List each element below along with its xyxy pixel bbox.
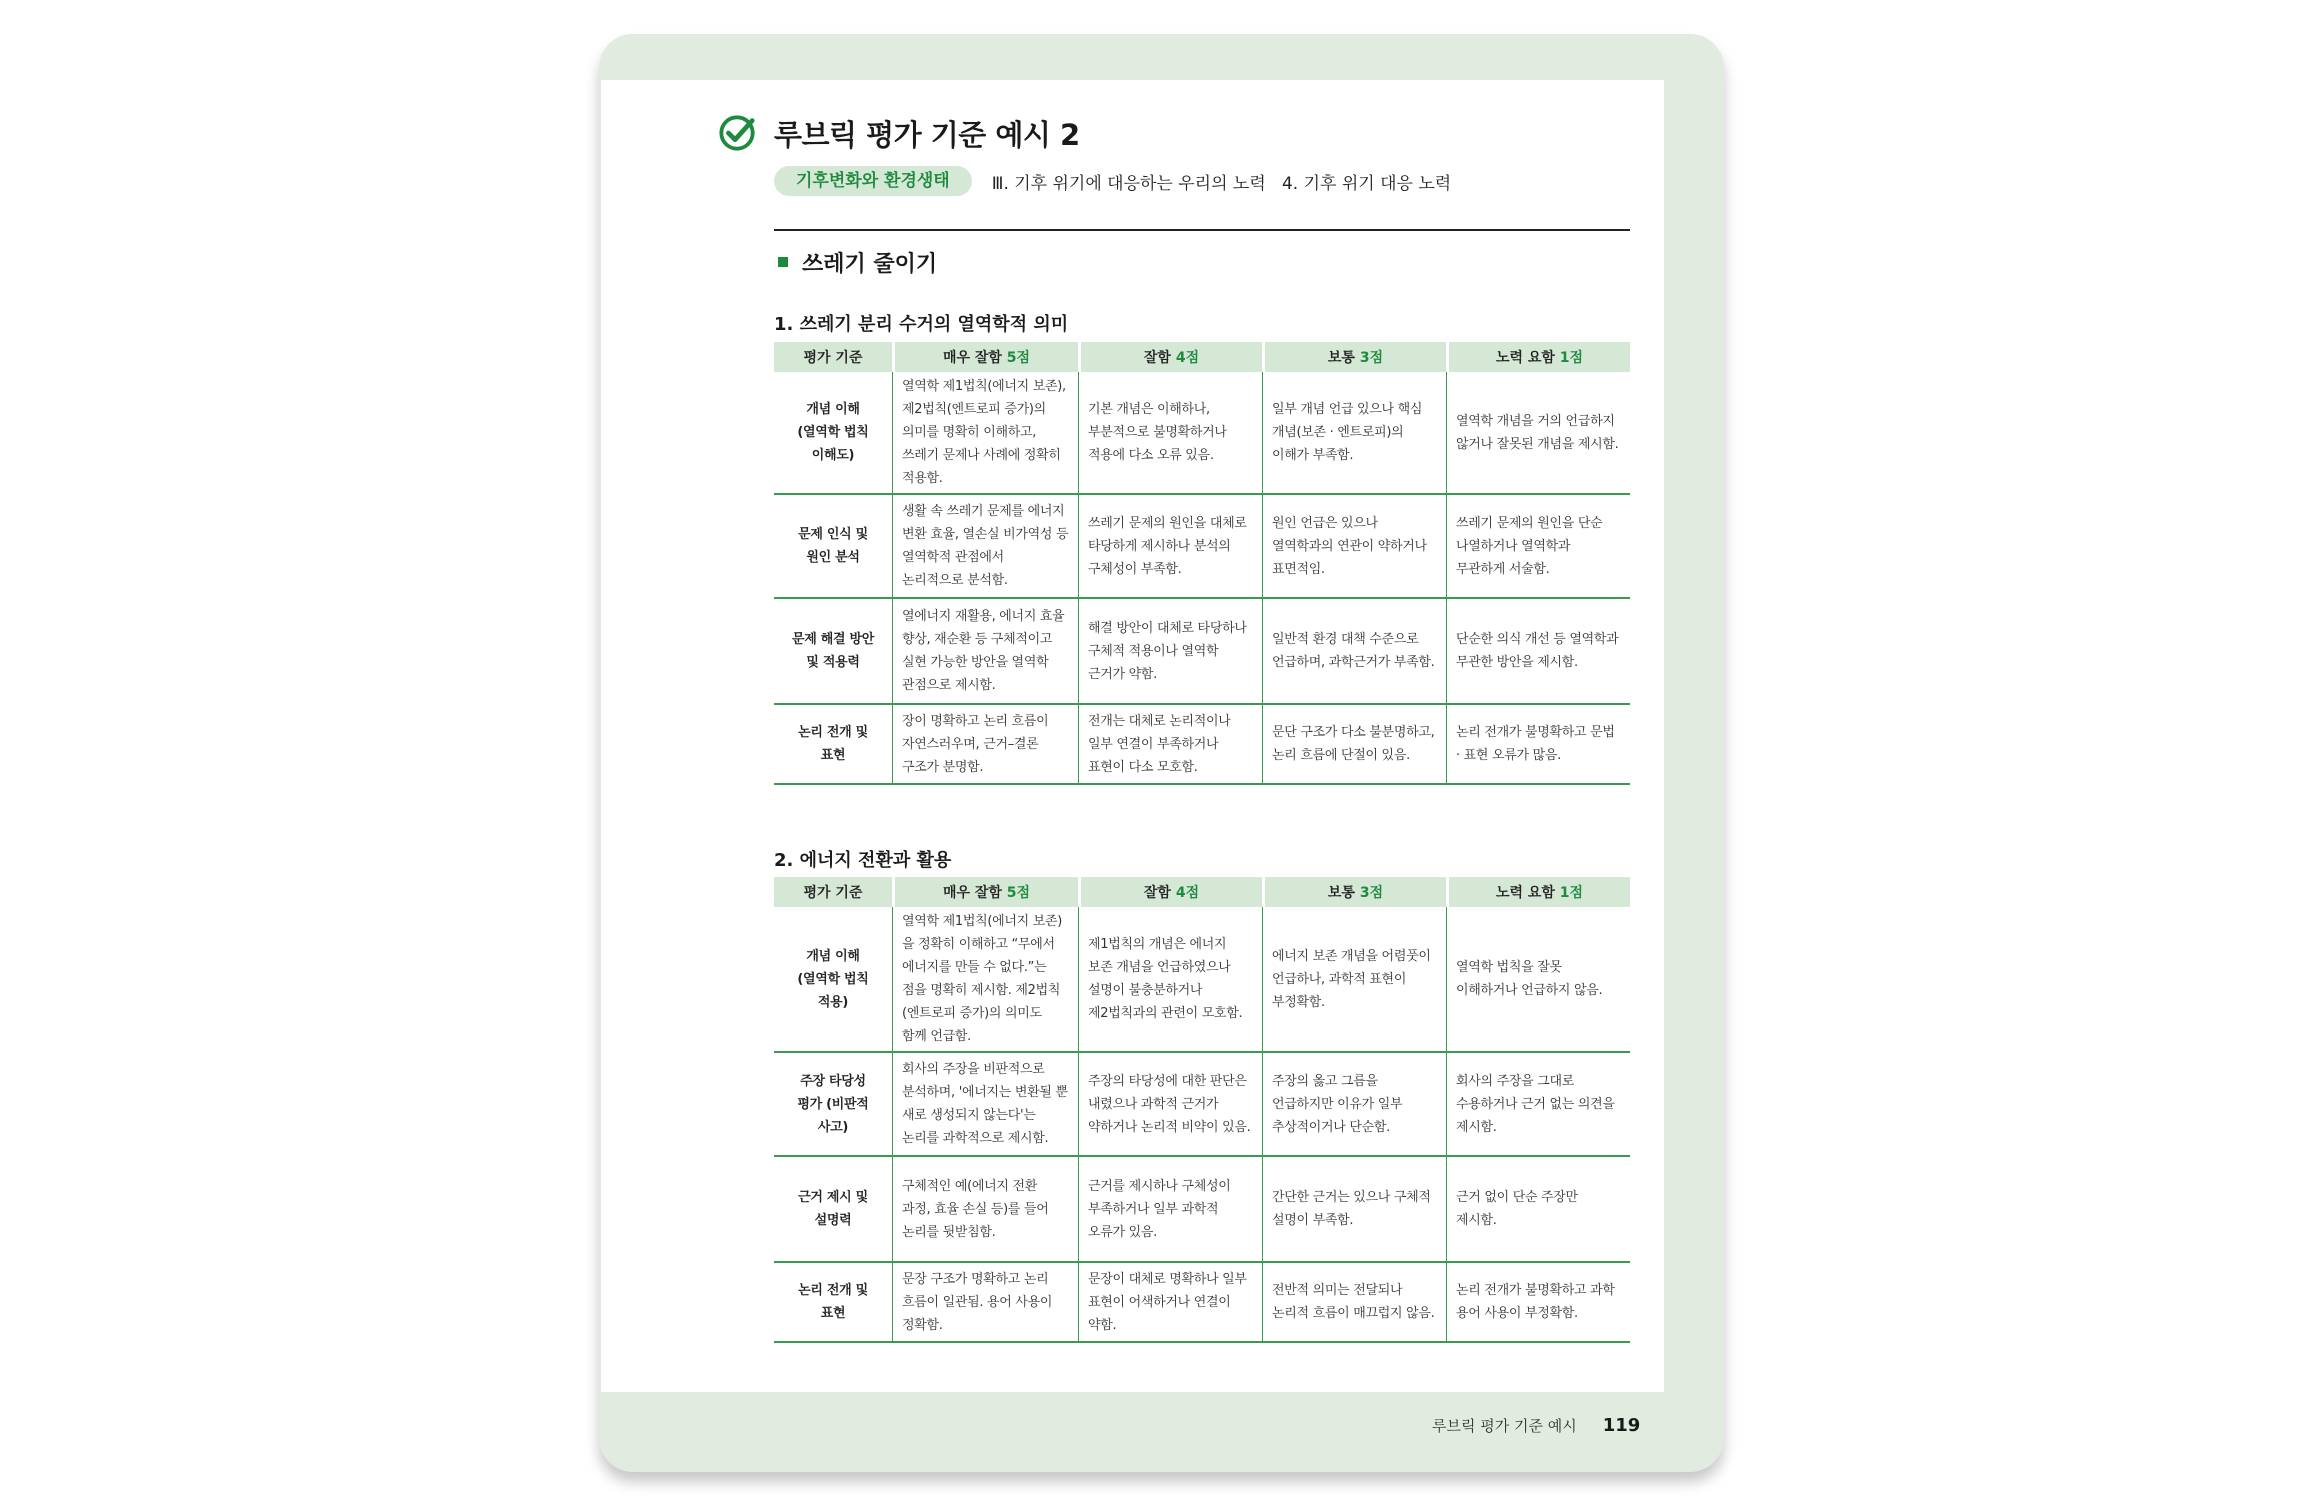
descriptor-cell: 쓰레기 문제의 원인을 대체로 타당하게 제시하나 분석의 구체성이 부족함.	[1078, 495, 1262, 599]
criterion-cell: 논리 전개 및 표현	[774, 705, 892, 785]
level-points: 1점	[1559, 885, 1584, 901]
table-header-row	[774, 877, 1630, 907]
level-label: 매우 잘함	[942, 885, 1007, 901]
descriptor-cell: 근거를 제시하나 구체성이 부족하거나 일부 과학적 오류가 있음.	[1078, 1157, 1262, 1263]
descriptor-cell: 열에너지 재활용, 에너지 효율 향상, 재순환 등 구체적이고 실현 가능한 방안을 열역학 관점으로 제시함.	[892, 599, 1078, 705]
level-header	[1262, 342, 1446, 372]
level-points: 5점	[1006, 350, 1031, 366]
descriptor-cell: 일부 개념 언급 있으나 핵심 개념(보존 · 엔트로피)의 이해가 부족함.	[1262, 372, 1446, 495]
page-footer	[1432, 1410, 1640, 1440]
descriptor-cell: 해결 방안이 대체로 타당하나 구체적 적용이나 열역학 근거가 약함.	[1078, 599, 1262, 705]
level-header	[1446, 877, 1630, 907]
descriptor-cell: 전반적 의미는 전달되나 논리적 흐름이 매끄럽지 않음.	[1262, 1263, 1446, 1343]
table-row	[774, 372, 1630, 495]
level-points: 5점	[1006, 885, 1031, 901]
descriptor-cell: 제1법칙의 개념은 에너지 보존 개념을 언급하였으나 설명이 불충분하거나 제2법칙과의 관련이 모호함.	[1078, 907, 1262, 1053]
table-row	[774, 1263, 1630, 1343]
descriptor-cell: 열역학 제1법칙(에너지 보존)을 정확히 이해하고 “무에서 에너지를 만들 수 없다.”는 점을 명확히 제시함. 제2법칙(엔트로피 증가)의 의미도 함께 언급함.	[892, 907, 1078, 1053]
descriptor-cell: 일반적 환경 대책 수준으로 언급하며, 과학근거가 부족함.	[1262, 599, 1446, 705]
level-label: 보통	[1327, 350, 1360, 366]
criterion-cell: 근거 제시 및 설명력	[774, 1157, 892, 1263]
descriptor-cell: 단순한 의식 개선 등 열역학과 무관한 방안을 제시함.	[1446, 599, 1630, 705]
table-row	[774, 1157, 1630, 1263]
header-divider	[774, 229, 1630, 231]
level-points: 3점	[1359, 350, 1384, 366]
title-row	[718, 110, 1080, 156]
descriptor-cell: 열역학 개념을 거의 언급하지 않거나 잘못된 개념을 제시함.	[1446, 372, 1630, 495]
level-header	[1446, 342, 1630, 372]
level-points: 4점	[1175, 885, 1200, 901]
check-circle-icon	[718, 114, 756, 152]
subject-row	[774, 166, 1451, 196]
table-row	[774, 907, 1630, 1053]
unit-breadcrumb: Ⅲ. 기후 위기에 대응하는 우리의 노력 4. 기후 위기 대응 노력	[991, 173, 1452, 194]
descriptor-cell: 열역학 법칙을 잘못 이해하거나 언급하지 않음.	[1446, 907, 1630, 1053]
criterion-cell: 문제 인식 및 원인 분석	[774, 495, 892, 599]
descriptor-cell: 회사의 주장을 그대로 수용하거나 근거 없는 의견을 제시함.	[1446, 1053, 1630, 1157]
descriptor-cell: 열역학 제1법칙(에너지 보존), 제2법칙(엔트로피 증가)의 의미를 명확히 이해하고, 쓰레기 문제나 사례에 정확히 적용함.	[892, 372, 1078, 495]
level-label: 잘함	[1143, 885, 1176, 901]
descriptor-cell: 생활 속 쓰레기 문제를 에너지 변환 효율, 열손실 비가역성 등 열역학적 관점에서 논리적으로 분석함.	[892, 495, 1078, 599]
level-label: 매우 잘함	[942, 350, 1007, 366]
level-points: 4점	[1175, 350, 1200, 366]
table-2-title: 2. 에너지 전환과 활용	[774, 850, 952, 871]
descriptor-cell: 에너지 보존 개념을 어렴풋이 언급하나, 과학적 표현이 부정확함.	[1262, 907, 1446, 1053]
subject-badge: 기후변화와 환경생태	[774, 166, 972, 196]
page-title: 루브릭 평가 기준 예시 2	[774, 117, 1080, 152]
table-row	[774, 1053, 1630, 1157]
criterion-cell: 문제 해결 방안 및 적용력	[774, 599, 892, 705]
descriptor-cell: 근거 없이 단순 주장만 제시함.	[1446, 1157, 1630, 1263]
table-header-row	[774, 342, 1630, 372]
level-header	[1262, 877, 1446, 907]
descriptor-cell: 쓰레기 문제의 원인을 단순 나열하거나 열역학과 무관하게 서술함.	[1446, 495, 1630, 599]
level-points: 1점	[1559, 350, 1584, 366]
level-header	[892, 877, 1078, 907]
page-number: 119	[1602, 1414, 1641, 1436]
level-header	[1078, 877, 1262, 907]
criteria-header: 평가 기준	[774, 877, 892, 907]
criteria-header: 평가 기준	[774, 342, 892, 372]
level-label: 잘함	[1143, 350, 1176, 366]
level-label: 보통	[1327, 885, 1360, 901]
table-row	[774, 599, 1630, 705]
section-title: 쓰레기 줄이기	[802, 251, 938, 277]
descriptor-cell: 주장의 타당성에 대한 판단은 내렸으나 과학적 근거가 약하거나 논리적 비약이 있음.	[1078, 1053, 1262, 1157]
criterion-cell: 개념 이해 (열역학 법칙 이해도)	[774, 372, 892, 495]
criterion-cell: 개념 이해 (열역학 법칙 적용)	[774, 907, 892, 1053]
criterion-cell: 논리 전개 및 표현	[774, 1263, 892, 1343]
descriptor-cell: 구체적인 예(에너지 전환 과정, 효율 손실 등)를 들어 논리를 뒷받침함.	[892, 1157, 1078, 1263]
descriptor-cell: 주장의 옳고 그름을 언급하지만 이유가 일부 추상적이거나 단순함.	[1262, 1053, 1446, 1157]
rubric-table-2	[774, 877, 1630, 1343]
square-bullet-icon	[778, 257, 788, 267]
section-heading	[774, 244, 937, 280]
descriptor-cell: 문장 구조가 명확하고 논리 흐름이 일관됨. 용어 사용이 정확함.	[892, 1263, 1078, 1343]
descriptor-cell: 문단 구조가 다소 불분명하고, 논리 흐름에 단절이 있음.	[1262, 705, 1446, 785]
descriptor-cell: 논리 전개가 불명확하고 과학 용어 사용이 부정확함.	[1446, 1263, 1630, 1343]
table-row	[774, 495, 1630, 599]
level-points: 3점	[1359, 885, 1384, 901]
rubric-table-1	[774, 342, 1630, 785]
descriptor-cell: 문장이 대체로 명확하나 일부 표현이 어색하거나 연결이 약함.	[1078, 1263, 1262, 1343]
level-header	[1078, 342, 1262, 372]
descriptor-cell: 장이 명확하고 논리 흐름이 자연스러우며, 근거–결론 구조가 분명함.	[892, 705, 1078, 785]
footer-text: 루브릭 평가 기준 예시	[1432, 1416, 1577, 1435]
criterion-cell: 주장 타당성 평가 (비판적 사고)	[774, 1053, 892, 1157]
level-label: 노력 요함	[1495, 885, 1560, 901]
descriptor-cell: 회사의 주장을 비판적으로 분석하며, '에너지는 변환될 뿐 새로 생성되지 않는다'는 논리를 과학적으로 제시함.	[892, 1053, 1078, 1157]
level-label: 노력 요함	[1495, 350, 1560, 366]
table-row	[774, 705, 1630, 785]
descriptor-cell: 원인 언급은 있으나 열역학과의 연관이 약하거나 표면적임.	[1262, 495, 1446, 599]
descriptor-cell: 간단한 근거는 있으나 구체적 설명이 부족함.	[1262, 1157, 1446, 1263]
descriptor-cell: 전개는 대체로 논리적이나 일부 연결이 부족하거나 표현이 다소 모호함.	[1078, 705, 1262, 785]
table-1-title: 1. 쓰레기 분리 수거의 열역학적 의미	[774, 314, 1069, 335]
level-header	[892, 342, 1078, 372]
descriptor-cell: 논리 전개가 불명확하고 문법 · 표현 오류가 많음.	[1446, 705, 1630, 785]
descriptor-cell: 기본 개념은 이해하나, 부분적으로 불명확하거나 적용에 다소 오류 있음.	[1078, 372, 1262, 495]
